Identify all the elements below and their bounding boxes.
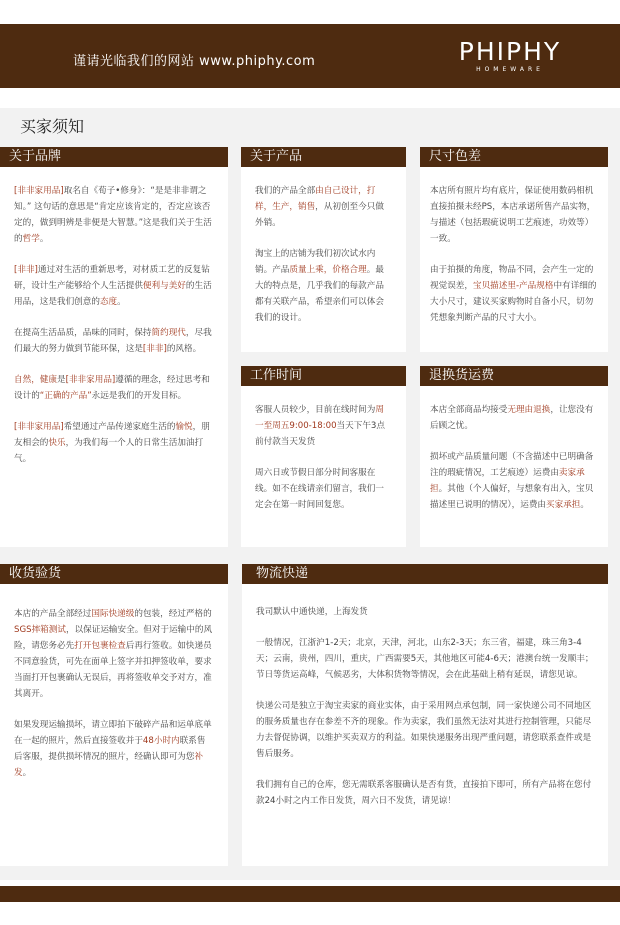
paragraph [430,402,600,434]
body-text: 一般情况，江浙沪1-2天；北京，天津，河北，山东2-3天；东三省，福建，珠三角3-4天；云南，贵州，四川，重庆，广西需要5天，其他地区可能4-6天；港澳台统一发顺丰；节日等货运高峰，气候恶劣，大体积货物等情况，会在此基础上稍有延误，请您见谅。 [256,638,594,680]
body-text: 。 [580,500,590,510]
body-text: 我司默认中通快递，上海发货 [256,607,368,617]
body-text: ，以保证运输安全。但对于运输中的风险，请您务必先 [14,625,213,651]
paragraph [256,698,596,762]
body-text: 周六日或节假日部分时间客服在线。如不在线请亲们留言，我们一定会在第一时间回复您。 [255,468,384,510]
section-shipping-title: 物流快递 [242,564,608,584]
highlight-text: 打开包裹检查 [74,641,126,651]
paragraph [14,372,214,404]
section-color [420,147,608,352]
paragraph [14,606,214,702]
body-text: 通过对生活的重新思考，对材质工艺的反复钻研，设计生产能够给个人生活提供 [14,265,210,291]
highlight-text: 卖家承担 [430,468,585,494]
section-returns [420,366,608,547]
highlight-text: 宝贝描述里-产品规格 [472,281,554,291]
section-hours [241,366,406,547]
body-text: 如果发现运输损坏，请立即拍下破碎产品和运单底单在一起的照片，然后直接签收并于 [14,720,212,746]
body-text: ，朋友相会的 [14,422,210,448]
highlight-text: 无理由退换 [507,405,551,415]
site-header [0,24,620,88]
body-text: 我们拥有自己的仓库，您无需联系客服确认是否有货，直接拍下即可，所有产品将在您付款24小时之内工作日发货，周六日不发货，请见谅！ [256,780,592,806]
body-text: 的生活用品，这是我们创意的 [14,281,212,307]
brand-logo[interactable] [440,38,580,74]
body-text: 本店全部商品均接受 [430,405,508,415]
site-footer [0,886,620,902]
highlight-text: [非非] [14,265,38,275]
paragraph [430,262,600,326]
body-text: 我们的产品全部 [255,186,316,196]
body-text: 希望通过产品传递家庭生活的 [63,422,176,432]
body-text: 。其他（个人偏好，与想象有出入，宝贝描述里已说明的情况），运费由 [430,484,594,510]
highlight-text: 简约现代 [151,328,186,338]
body-text: 损坏或产品质量问题（不含描述中已明确备注的瑕疵情况，工艺痕迹）运费由 [430,452,594,478]
highlight-text: [非非家用品] [14,186,64,196]
body-text: 遵循的理念，经过思考和设计的 [14,375,210,401]
highlight-text: “正确的产品” [39,391,92,401]
body-text: ，为我们每一个人的日常生活加油打气。 [14,438,204,464]
body-text: 。最大的特点是，几乎我们的每款产品都有关联产品，希望亲们可以体会我们的设计。 [255,265,384,323]
highlight-text: 快乐 [48,438,66,448]
highlight-text: [非非] [142,344,167,354]
page-title: 买家须知 [20,117,85,136]
paragraph [430,183,600,247]
section-brand-body [14,183,214,482]
paragraph [255,465,392,513]
section-inspect [0,564,228,866]
section-hours-body [255,402,392,528]
body-text: ，尽我们最大的努力做到节能环保，这是 [14,328,212,354]
section-brand-title: 关于品牌 [0,147,228,167]
section-shipping-body [256,604,596,824]
highlight-text: 国际快递级 [91,609,135,619]
section-returns-body [430,402,600,528]
body-text: ，从初创至今只做外销。 [255,202,384,228]
page-title-bar [0,108,620,140]
paragraph [256,777,596,809]
section-product-body [255,183,392,341]
body-text: 。 [39,234,49,244]
body-text: 的包装，经过严格的 [134,609,212,619]
brand-subtitle: HOMEWARE [476,66,544,73]
body-text: 快递公司是独立于淘宝卖家的商业实体，由于采用网点承包制，同一家快递公司不同地区的服务质量也存在参差不齐的现象。作为卖家，我们虽然无法对其进行控制管理，只能尽力去督促协调，以维护买卖双方的利益。如果快递服务出现严重问题，请您联系查件或是售后服务。 [256,701,592,759]
body-text: 中有详细的大小尺寸，建议买家购物时自备小尺，切勿凭想象判断产品的尺寸大小。 [430,281,597,323]
body-text: ，让您没有后顾之忧。 [430,405,594,431]
body-text: 本店的产品全部经过 [14,609,92,619]
section-inspect-body [14,606,214,796]
paragraph [256,635,596,683]
body-text: 淘宝上的店铺为我们初次试水内销。产品 [255,249,376,275]
section-returns-title: 退换货运费 [420,366,608,386]
highlight-text: 48小时内 [142,736,180,746]
section-brand [0,147,228,547]
paragraph [14,419,214,467]
body-text: 本店所有照片均有底片，保证使用数码相机直接拍摄未经PS，本店承诺所售产品实物，与描述（包括瑕疵说明工艺痕迹，功效等）一致。 [430,186,596,244]
body-text: 客服人员较少，目前在线时间为 [255,405,376,415]
highlight-text: [非非家用品] [65,375,116,385]
body-text: 。 [22,768,32,778]
highlight-text: 便利与美好 [142,281,186,291]
section-hours-title: 工作时间 [241,366,406,386]
highlight-text: [非非家用品] [14,422,64,432]
body-text: 永远是我们的开发目标。 [91,391,187,401]
paragraph [255,183,392,231]
body-text: 后再行签收。如快递员不同意验货，可先在面单上签字并扣押签收单，要求当面打开包裹确认无误后，再将签收单交予对方，准其离开。 [14,641,212,699]
welcome-text: 谨请光临我们的网站 www.phiphy.com [73,54,316,69]
body-text: 联系售后客服，提供损坏情况的照片，经确认即可为您 [14,736,206,762]
highlight-text: 补发 [14,752,204,778]
body-text: 取名自《荀子•修身》：“是是非非谓之知。” 这句话的意思是“肯定应该肯定的，否定应该否定的，做到明辨是非便是大智慧。”这是我们关于生活的 [14,186,212,244]
paragraph [14,262,214,310]
section-shipping [242,564,608,866]
section-product-title: 关于产品 [241,147,406,167]
highlight-text: 态度 [99,297,118,307]
highlight-text: 哲学 [22,234,40,244]
paragraph [256,604,596,620]
paragraph [255,246,392,326]
section-product [241,147,406,352]
highlight-text: 买家承担 [546,500,581,510]
paragraph [14,325,214,357]
body-text: 在提高生活品质，品味的同时，保持 [14,328,152,338]
highlight-text: 愉悦 [175,422,193,432]
highlight-text: 周一至周五9:00-18:00 [255,405,384,431]
section-color-body [430,183,600,341]
paragraph [14,717,214,781]
body-text: 。 [117,297,126,307]
section-color-title: 尺寸色差 [420,147,608,167]
body-text: 是 [56,375,66,385]
highlight-text: 由自己设计，打样，生产，销售 [255,186,376,212]
body-text: 的风格。 [166,344,202,354]
brand-logo-text: PHIPHY [458,37,562,66]
highlight-text: SGS摔箱测试 [14,625,66,635]
paragraph [430,449,600,513]
paragraph [255,402,392,450]
section-inspect-title: 收货验货 [0,564,228,584]
body-text: 当天下午3点前付款当天发货 [255,421,385,447]
highlight-text: 自然，健康 [14,375,57,385]
highlight-text: 质量上乘，价格合理 [289,265,367,275]
body-text: 由于拍摄的角度，物品不同，会产生一定的视觉误差， [430,265,594,291]
paragraph [14,183,214,247]
